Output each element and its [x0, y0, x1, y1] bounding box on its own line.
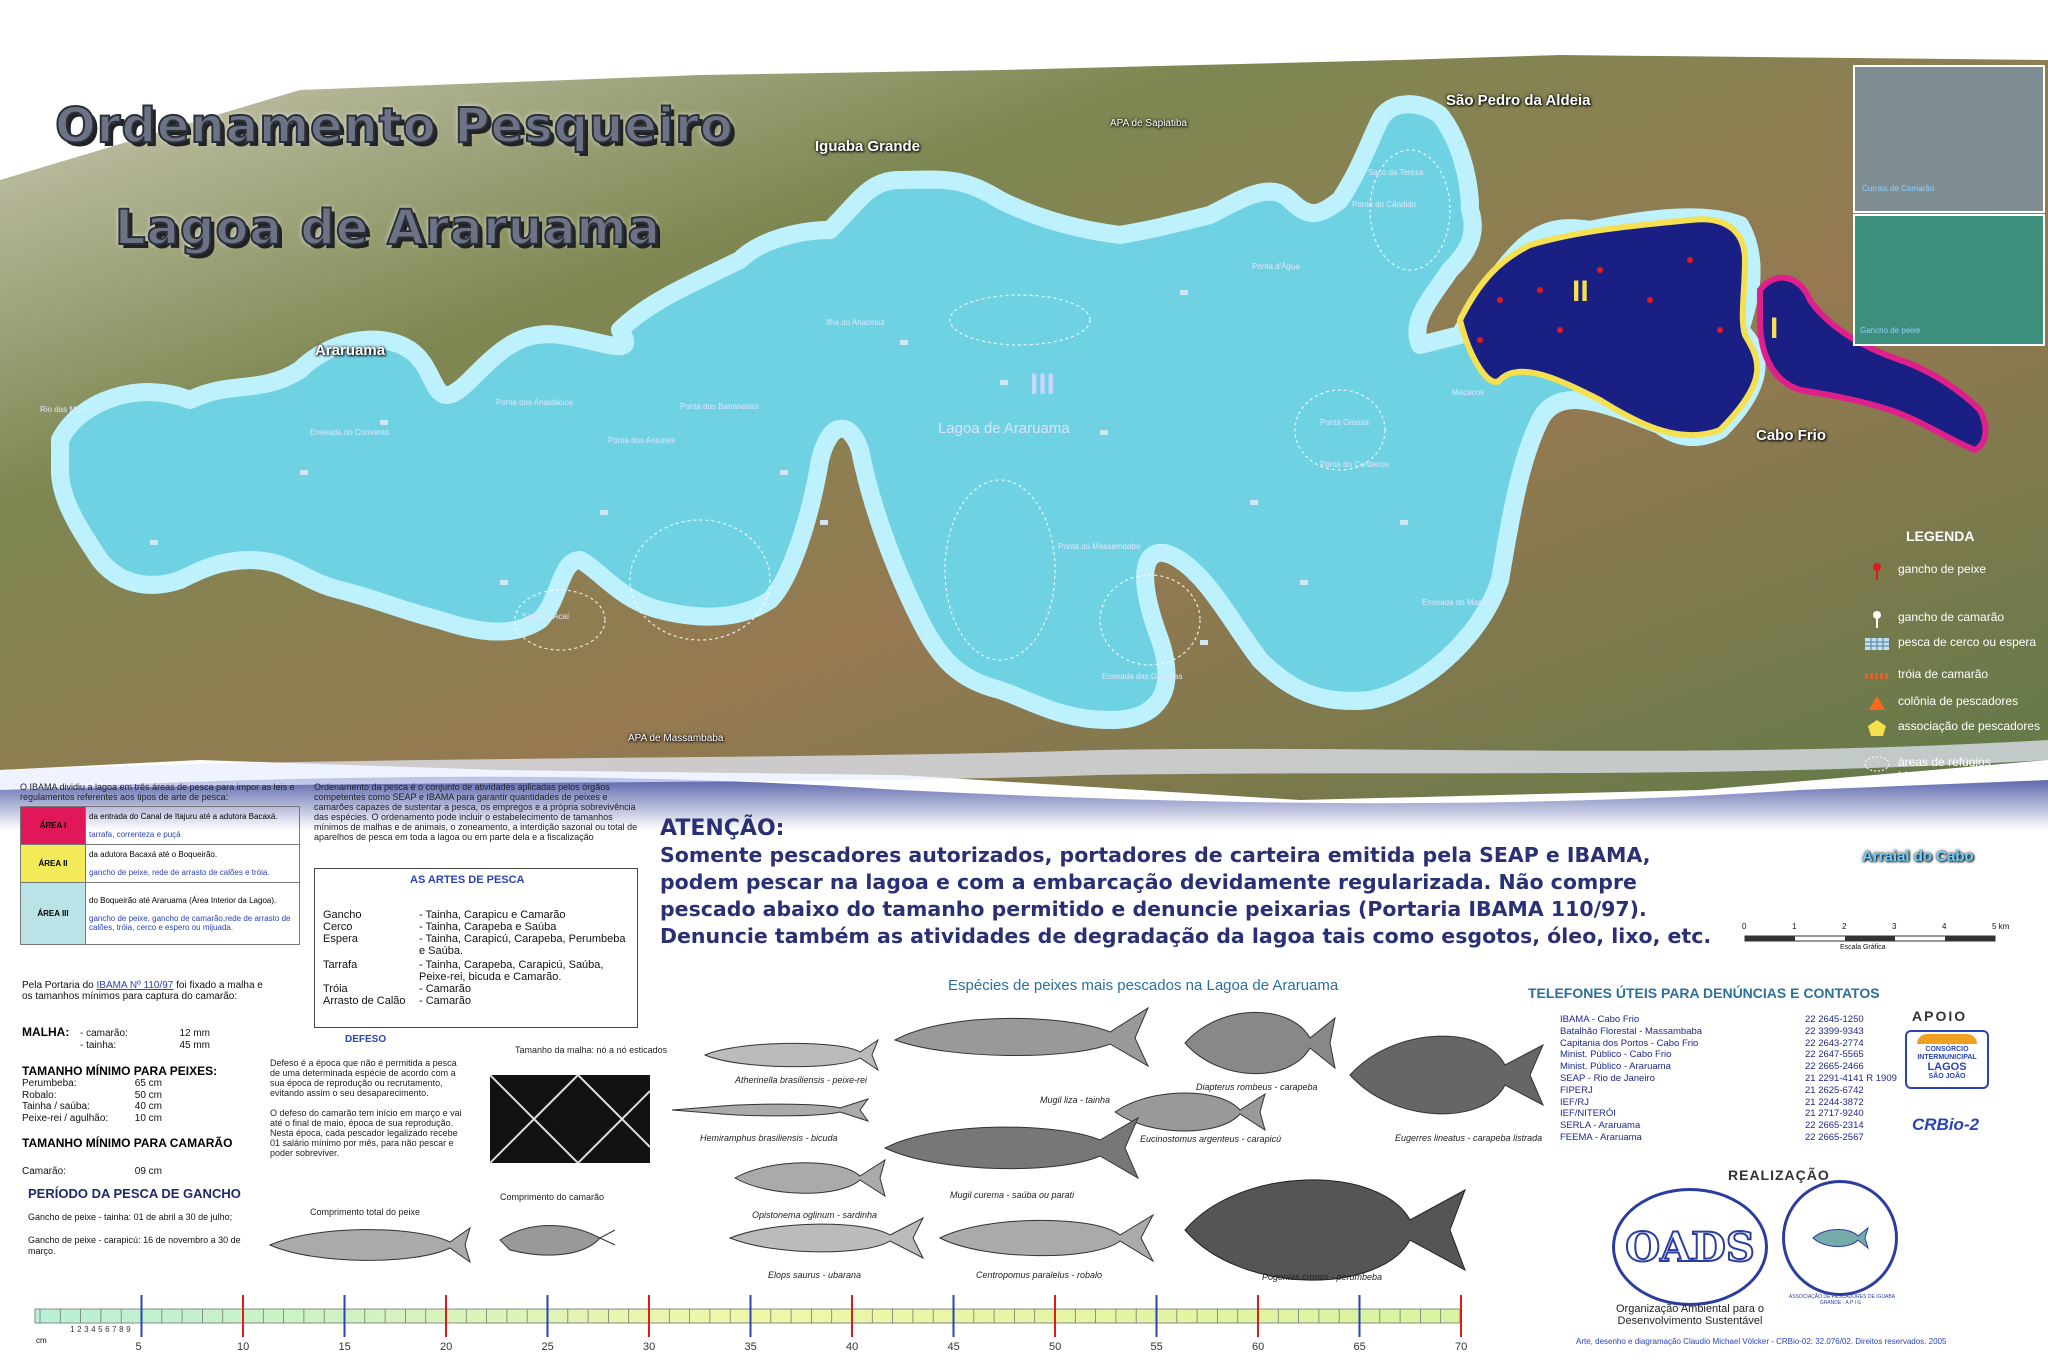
apig-seal [1782, 1180, 1898, 1296]
tamanho-camarao-title: TAMANHO MÍNIMO PARA CAMARÃO [22, 1136, 233, 1150]
area-iii-cell: ÁREA III [21, 883, 86, 945]
attention-line: Somente pescadores autorizados, portadores de carteira emitida pela SEAP e IBAMA, [660, 843, 1651, 867]
periodo-text: Gancho de peixe - tainha: 01 de abril a 30 de julho; Gancho de peixe - carapicú: 16 de novembro a 30 de março. [28, 1212, 241, 1256]
fish-icon [1180, 998, 1340, 1088]
fish-caption: Elops saurus - ubarana [768, 1270, 862, 1280]
fish-caption: Eucinostomus argenteus - carapicú [1140, 1134, 1282, 1144]
camarao-diagram-label: Comprimento do camarão [500, 1192, 605, 1202]
site-label: Ilha do Anacoluz [826, 318, 885, 327]
defeso-title: DEFESO [345, 1034, 387, 1045]
label-cabo-frio: Cabo Frio [1756, 427, 1826, 444]
site-label: Ponta Grossa [1320, 418, 1369, 427]
area-i-desc: da entrada do Canal de Itajuru até a adutora Bacaxá. tarrafa, correnteza e puçá [86, 807, 300, 845]
fish-icon [730, 1148, 890, 1208]
crbio-logo: CRBio-2 [1912, 1115, 1980, 1134]
fish-icon [880, 1108, 1140, 1188]
telefones-title: TELEFONES ÚTEIS PARA DENÚNCIAS E CONTATOS [1528, 985, 1880, 1001]
mesh-svg [490, 1075, 650, 1163]
attention-heading: ATENÇÃO: [660, 816, 785, 841]
legend-item: gancho de peixe [1862, 562, 1986, 580]
fish-caption: Eugerres lineatus - carapeba listrada [1395, 1133, 1543, 1143]
legend-item: associação de pescadores [1862, 719, 2042, 737]
ruler-label-small: 2 [77, 1325, 82, 1334]
fish-caption: Atherinella brasiliensis - peixe-rei [735, 1075, 868, 1085]
tel-row: IBAMA - Cabo Frio 22 2645-1250 [1560, 1014, 1864, 1025]
label-apa-sapiatiba: APA de Sapiatiba [1110, 118, 1188, 129]
tel-row: Batalhão Florestal - Massambaba 22 3399-9343 [1560, 1025, 1864, 1037]
tamanho-camarao-row: Camarão: 09 cm [22, 1166, 162, 1177]
label-araruama: Araruama [315, 342, 386, 359]
ruler-label: 70 [1455, 1341, 1468, 1353]
scale-tick: 3 [1892, 922, 1897, 931]
site-label: Saco do Acaí [522, 612, 570, 621]
artes-list [323, 909, 633, 1007]
dashes-icon [1862, 667, 1892, 685]
area-ii-cell: ÁREA II [21, 845, 86, 883]
fish-caption: Diapterus rombeus - carapeba [1196, 1082, 1318, 1092]
org-name: Organização Ambiental para o Desenvolvimento Sustentável [1616, 1303, 1764, 1327]
tel-row: Minist. Público - Cabo Frio 22 2647-5565 [1560, 1049, 1864, 1061]
label-sao-pedro: São Pedro da Aldeia [1446, 92, 1591, 109]
artes-row: Gancho - Tainha, Carapicu e Camarão [323, 909, 566, 921]
title-line2: Lagoa de Araruama [115, 200, 661, 256]
fish-caption: Opistonema oglinum - sardinha [752, 1210, 878, 1220]
legend-item: pesca de cerco ou espera [1862, 635, 2042, 653]
credits: Arte, desenho e diagramação Claudio Michael Völcker - CRBio-02: 32.076/02. Direitos reservados. 2005 [1576, 1337, 1947, 1346]
sun-icon [1917, 1034, 1977, 1044]
site-label: Ponta dos Antunes [608, 436, 676, 445]
artes-row: Tarrafa - Tainha, Carapeba, Carapicú, Saúba, Peixe-rei, bicuda e Camarão. [323, 959, 604, 983]
area-ii-desc: da adutora Bacaxá até o Boqueirão. gancho de peixe, rede de arrasto de calões e tróia. [86, 845, 300, 883]
ruler-label-small: 7 [112, 1325, 117, 1334]
fish-caption: Pogonias cromis - perumbeba [1262, 1272, 1383, 1282]
ruler-label: 5 [135, 1341, 142, 1353]
ruler-label: 65 [1353, 1341, 1366, 1353]
ruler-label-small: 9 [126, 1325, 131, 1334]
fish-length-icon [265, 1220, 475, 1275]
yellow-pentagon-icon [1862, 719, 1892, 737]
area-iii-desc: do Boqueirão até Araruama (Área Interior da Lagoa). gancho de peixe, gancho de camarão,rede de arrasto de calões, tróia, cerco e espero ou mijuada. [86, 883, 300, 945]
telefones-list [1560, 1014, 1897, 1144]
artes-row: Espera - Tainha, Carapicú, Carapeba, Perumbeba e Saúba. [323, 933, 626, 957]
grid-icon [1862, 635, 1892, 653]
ruler-label: 30 [643, 1341, 656, 1353]
ruler-label: 10 [237, 1341, 250, 1353]
legend [1852, 522, 2048, 802]
portaria-text: Pela Portaria do IBAMA Nº 110/97 foi fixado a malha e os tamanhos mínimos para captura do camarão: [22, 980, 263, 1002]
malha-diagram-label: Tamanho da malha: nó a nó esticados [515, 1045, 668, 1055]
malha-title: MALHA: [22, 1025, 70, 1039]
fish-icon [670, 1095, 870, 1125]
red-pin-icon [1862, 562, 1892, 580]
label-lagoa: Lagoa de Araruama [938, 420, 1070, 437]
white-pin-icon [1862, 610, 1892, 628]
shrimp-icon [490, 1210, 620, 1275]
ruler-label: 35 [744, 1341, 757, 1353]
fish-caption: Centropomus paralelus - robalo [976, 1270, 1103, 1280]
ruler-unit: cm [36, 1336, 47, 1345]
fish-caption: Mugil liza - tainha [1040, 1095, 1111, 1105]
scale-tick: 2 [1842, 922, 1847, 931]
defeso-text: Defeso é a época que não é permitida a pesca de uma determinada espécie de acordo com a sua época de reprodução ou recrutamento, evitando assim o seu desaparecimento. O defeso do camarão tem início em março e vai até o final de maio, época de sua reprodução. Nesta época, cada pescador legalizado recebe 01 salário mínimo por mês, para não pescar e poder sobreviver. [270, 1058, 462, 1158]
area-i-cell: ÁREA I [21, 807, 86, 845]
intro-text: O IBAMA dividiu a lagoa em três áreas de pesca para impor as leis e regulamentos referentes aos tipos de arte de pesca: [20, 782, 295, 802]
legend-item: tróia de camarão [1862, 667, 1988, 685]
site-label: Saco da Tereza [1368, 168, 1424, 177]
ruler-label: 50 [1049, 1341, 1062, 1353]
site-label: Ponta do Cordeiros [1320, 460, 1389, 469]
fish-icon [935, 1205, 1155, 1270]
tel-row: SEAP - Rio de Janeiro 21 2291-4141 R 1909 [1560, 1072, 1897, 1084]
ordenamento-text: Ordenamento da pesca é o conjunto de atividades aplicadas pelos órgãos competentes como SEAP e IBAMA para garantir quantidades de peixes e camarões capazes de sustentar a pesca, os empregos e a própria sobrevivência das espécies. O ordenamento pode incluir o estabelecimento de tamanhos mínimos de malhas e de animais, o zoneamento, a interdição sazonal ou total de aparelhos de pesca em toda a lagoa ou em parte dela e a fiscalização [314, 782, 638, 842]
site-label: Enseada do Martins [1422, 598, 1494, 607]
ruler-label-small: 4 [91, 1325, 96, 1334]
fish-icon [890, 1000, 1150, 1070]
malha-list: - camarão: 12 mm - tainha: 45 mm [80, 1028, 210, 1051]
artes-row: Cerco - Tainha, Carapeba e Saúba [323, 921, 557, 933]
ruler-label-small: 1 [70, 1325, 75, 1334]
site-label: Ponta dos Anastácios [496, 398, 573, 407]
site-label: Rio das Moças [40, 405, 93, 414]
site-label: Ponta dos Bananeiras [680, 402, 759, 411]
legend-item: áreas de refúgios biológicos [1862, 755, 2042, 783]
scale-tick: 0 [1742, 922, 1747, 931]
scale-tick: 4 [1942, 922, 1947, 931]
tel-row: IEF/NITERÓI 21 2717-9240 [1560, 1108, 1864, 1120]
site-label: Enseada das Gaivotas [1102, 672, 1183, 681]
attention-block [660, 815, 1740, 950]
area-i-numeral: I [1770, 312, 1779, 345]
attention-line: pescado abaixo do tamanho permitido e denuncie peixarias (Portaria IBAMA 110/97). [660, 897, 1647, 921]
fish-icon [1810, 1223, 1870, 1253]
tel-row: Minist. Público - Araruama 22 2665-2466 [1560, 1061, 1864, 1073]
apoio-title: APOIO [1912, 1008, 1968, 1024]
fish-caption: Mugil curema - saúba ou parati [950, 1190, 1075, 1200]
tel-row: IEF/RJ 21 2244-3872 [1560, 1096, 1864, 1108]
dotted-outline-icon [1862, 755, 1892, 773]
artes-row: Arrasto de Calão - Camarão [323, 995, 471, 1007]
ruler-label-small: 5 [98, 1325, 103, 1334]
legend-title: LEGENDA [1906, 528, 1975, 544]
scale-title: Escala Gráfica [1840, 944, 1886, 951]
fish-icon [1345, 1020, 1545, 1130]
site-label: Ponta do Massambaba [1058, 542, 1141, 551]
area-iii-numeral: III [1030, 368, 1056, 401]
ruler-label: 20 [440, 1341, 453, 1353]
label-arraial: Arraial do Cabo [1862, 848, 1974, 865]
scale-tick: 1 [1792, 922, 1797, 931]
artes-row: Tróia - Camarão [323, 983, 471, 995]
ruler-label-small: 8 [119, 1325, 124, 1334]
ruler-label: 15 [338, 1341, 351, 1353]
tamanho-peixes-list: Perumbeba: 65 cm Robalo: 50 cm Tainha / saúba: 40 cm Peixe-rei / agulhão: 10 cm [22, 1078, 162, 1124]
site-label: Ponta do Cândido [1352, 200, 1417, 209]
realizacao-title: REALIZAÇÃO [1728, 1167, 1830, 1183]
area-ii-numeral: II [1572, 275, 1589, 308]
ruler-label: 40 [846, 1341, 859, 1353]
legend-item: colônia de pescadores [1862, 694, 2018, 712]
title-line1: Ordenamento Pesqueiro [55, 98, 734, 154]
ruler-label: 45 [947, 1341, 960, 1353]
oads-logo: OADS [1612, 1188, 1768, 1306]
apig-seal-text: ASSOCIAÇÃO DE PESCADORES DE IGUABA GRANDE · A P I G · [1788, 1294, 1896, 1306]
scale-bar [1740, 924, 2030, 964]
tamanho-peixes-title: TAMANHO MÍNIMO PARA PEIXES: [22, 1064, 218, 1078]
label-iguaba: Iguaba Grande [815, 138, 921, 155]
attention-line: podem pescar na lagoa e com a embarcação devidamente regularizada. Não compre [660, 870, 1637, 894]
peixe-diagram-label: Comprimento total do peixe [310, 1207, 421, 1217]
ruler-label: 60 [1252, 1341, 1265, 1353]
consorcio-logo: CONSÓRCIO INTERMUNICIPAL LAGOS SÃO JOÃO [1905, 1030, 1989, 1089]
ruler-label: 25 [541, 1341, 554, 1353]
inset-caption-currais: Currais de Camarão [1862, 184, 1935, 193]
measuring-ruler [30, 1285, 1470, 1365]
tel-row: SERLA - Araruama 22 2665-2314 [1560, 1120, 1864, 1132]
site-label: Macacos [1452, 388, 1485, 397]
artes-box [314, 868, 638, 1028]
ruler-label-small: 6 [105, 1325, 110, 1334]
orange-triangle-icon [1862, 694, 1892, 712]
areas-table [20, 806, 300, 945]
site-label: Enseada do Convento [310, 428, 390, 437]
artes-title: AS ARTES DE PESCA [410, 874, 525, 886]
label-apa-massambaba: APA de Massambaba [628, 733, 724, 744]
species-title: Espécies de peixes mais pescados na Lagoa de Araruama [948, 977, 1339, 994]
fish-caption: Hemiramphus brasiliensis - bicuda [700, 1133, 838, 1143]
tel-row: FEEMA - Araruama 22 2665-2567 [1560, 1131, 1864, 1143]
mesh-diagram [490, 1075, 650, 1163]
legend-item: gancho de camarão [1862, 610, 2004, 628]
scale-tick: 5 km [1992, 922, 2010, 931]
periodo-title: PERÍODO DA PESCA DE GANCHO [28, 1186, 241, 1201]
ruler-label: 55 [1150, 1341, 1163, 1353]
tel-row: FIPERJ 21 2625-6742 [1560, 1084, 1864, 1096]
inset-caption-gancho: Gancho de peixe [1860, 326, 1921, 335]
ruler-label-small: 3 [84, 1325, 89, 1334]
site-label: Ponta d'Água [1252, 262, 1300, 271]
attention-line: Denuncie também as atividades de degradação da lagoa tais como esgotos, óleo, lixo, etc. [660, 924, 1712, 948]
fish-icon [700, 1030, 880, 1080]
tel-row: Capitania dos Portos - Cabo Frio 22 2643-2774 [1560, 1037, 1864, 1049]
ruler-labels [30, 1285, 1470, 1365]
